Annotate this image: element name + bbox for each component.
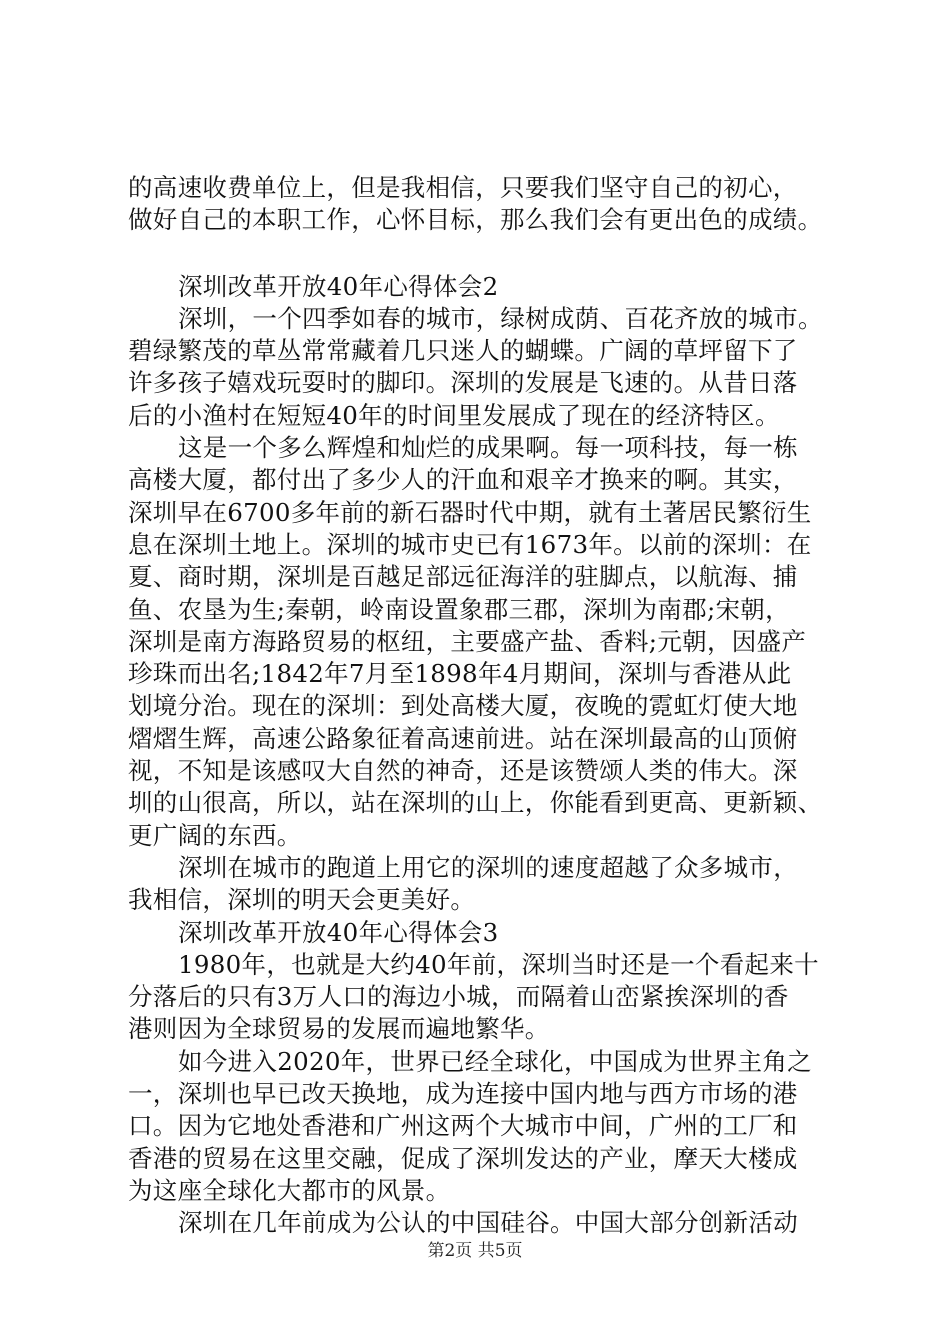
- body-line: 这是一个多么辉煌和灿烂的成果啊。每一项科技，每一栋: [178, 433, 798, 463]
- body-line: 香港的贸易在这里交融，促成了深圳发达的产业，摩天大楼成: [128, 1143, 798, 1173]
- body-line: 为这座全球化大都市的风景。: [128, 1175, 451, 1205]
- body-line: 后的小渔村在短短40年的时间里发展成了现在的经济特区。: [128, 400, 780, 430]
- body-line: 港则因为全球贸易的发展而遍地繁华。: [128, 1014, 550, 1044]
- page-footer: 第2页 共5页: [427, 1241, 523, 1261]
- body-line: 如今进入2020年，世界已经全球化，中国成为世界主角之: [178, 1046, 812, 1076]
- body-line: 圳的山很高，所以，站在深圳的山上，你能看到更高、更新颖、: [128, 788, 823, 818]
- body-line: 深圳早在6700多年前的新石器时代中期，就有土著居民繁衍生: [128, 497, 812, 527]
- body-line: 熠熠生辉，高速公路象征着高速前进。站在深圳最高的山顶俯: [128, 723, 798, 753]
- body-line: 夏、商时期，深圳是百越足部远征海洋的驻脚点，以航海、捕: [128, 562, 798, 592]
- section-title: 深圳改革开放40年心得体会2: [178, 271, 499, 301]
- paragraph-gap: [128, 237, 840, 271]
- section-title: 深圳改革开放40年心得体会3: [178, 917, 499, 947]
- body-line: 更广阔的东西。: [128, 820, 302, 850]
- body-line: 高楼大厦，都付出了多少人的汗血和艰辛才换来的啊。其实，: [128, 465, 798, 495]
- body-line: 口。因为它地处香港和广州这两个大城市中间，广州的工厂和: [128, 1111, 798, 1141]
- body-line: 我相信，深圳的明天会更美好。: [128, 885, 476, 915]
- body-line: 深圳，一个四季如春的城市，绿树成荫、百花齐放的城市。: [178, 303, 823, 333]
- body-line: 划境分治。现在的深圳：到处高楼大厦，夜晚的霓虹灯使大地: [128, 691, 798, 721]
- document-body: [128, 172, 840, 1240]
- body-line: 的高速收费单位上，但是我相信，只要我们坚守自己的初心，: [128, 173, 798, 202]
- body-line: 深圳是南方海路贸易的枢纽，主要盛产盐、香料;元朝，因盛产: [128, 626, 807, 656]
- body-line: 珍珠而出名;1842年7月至1898年4月期间，深圳与香港从此: [128, 659, 792, 689]
- body-line: 做好自己的本职工作，心怀目标，那么我们会有更出色的成绩。: [128, 205, 823, 235]
- body-line: 1980年，也就是大约40年前，深圳当时还是一个看起来十: [178, 949, 819, 979]
- body-line: 深圳在城市的跑道上用它的深圳的速度超越了众多城市，: [178, 852, 798, 882]
- body-line: 一，深圳也早已改天换地，成为连接中国内地与西方市场的港: [128, 1079, 798, 1109]
- body-line: 深圳在几年前成为公认的中国硅谷。中国大部分创新活动: [178, 1208, 798, 1238]
- body-line: 鱼、农垦为生;秦朝，岭南设置象郡三郡，深圳为南郡;宋朝，: [128, 594, 790, 624]
- body-line: 分落后的只有3万人口的海边小城，而隔着山峦紧挨深圳的香: [128, 982, 789, 1012]
- body-line: 碧绿繁茂的草丛常常藏着几只迷人的蝴蝶。广阔的草坪留下了: [128, 336, 798, 366]
- body-line: 视，不知是该感叹大自然的神奇，还是该赞颂人类的伟大。深: [128, 756, 798, 786]
- body-line: 息在深圳土地上。深圳的城市史已有1673年。以前的深圳：在: [128, 529, 812, 559]
- body-line: 许多孩子嬉戏玩耍时的脚印。深圳的发展是飞速的。从昔日落: [128, 368, 798, 398]
